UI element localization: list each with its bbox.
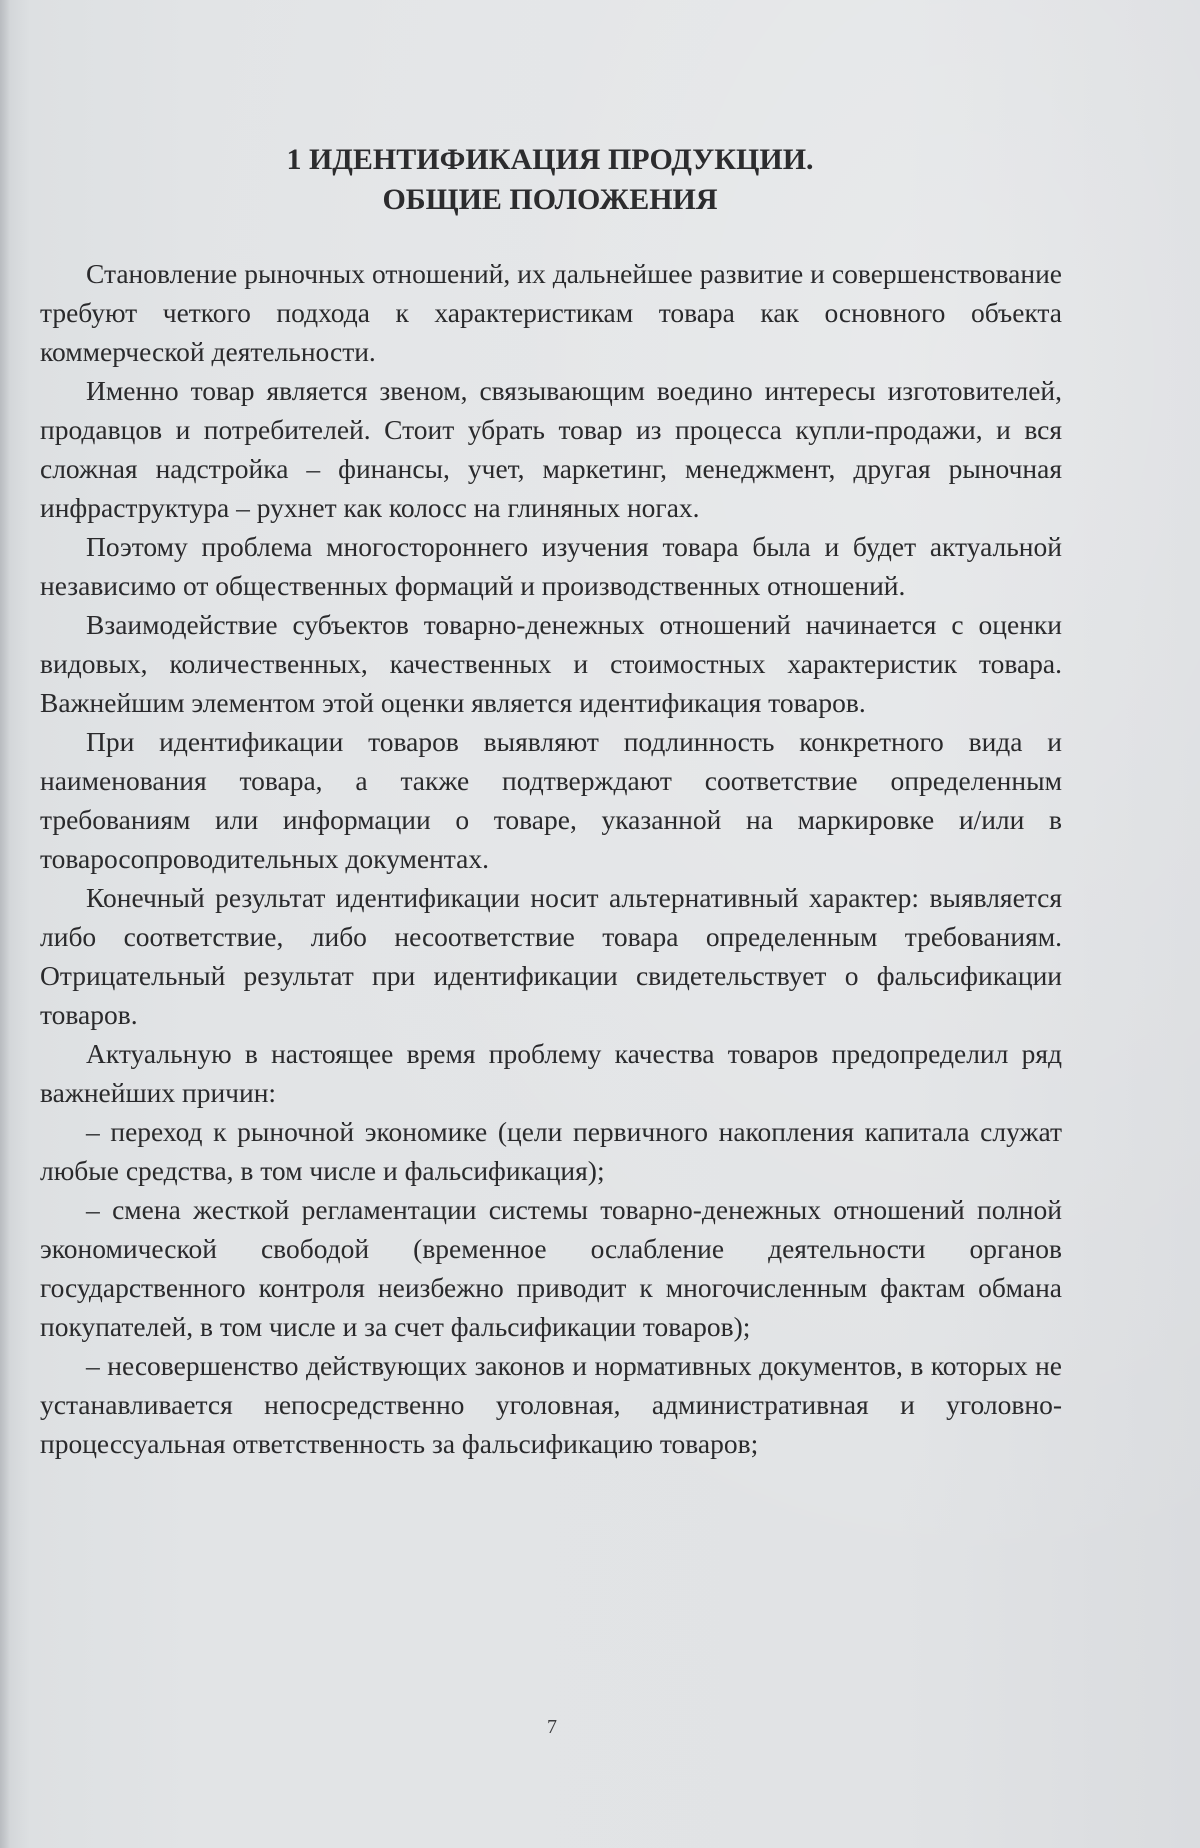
paragraph-6: Конечный результат идентификации носит альтернативный характер: выявляется либо соответствие, либо несоответствие товара определенным требованиям. Отрицательный результат при идентификации свидетельствует о фальсификации товаров. [40,882,1062,1030]
paragraph-1: Становление рыночных отношений, их дальнейшее развитие и совершенствование требуют четкого подхода к характеристикам товара как основного объекта коммерческой деятельности. [40,258,1062,367]
paragraph-5: При идентификации товаров выявляют подлинность конкретного вида и наименования товара, а также подтверждают соответствие определенным требованиям или информации о товаре, указанной на маркировке и/или в товаросопроводительных документах. [40,726,1062,874]
list-item-1: – переход к рыночной экономике (цели первичного накопления капитала служат любые средства, в том числе и фальсификация); [40,1116,1062,1186]
chapter-title-line-2: ОБЩИЕ ПОЛОЖЕНИЯ [382,183,718,216]
page-number: 7 [547,1716,557,1738]
paragraph-3: Поэтому проблема многостороннего изучения товара была и будет актуальной независимо от общественных формаций и производственных отношений. [40,531,1062,601]
chapter-title [0,140,1100,220]
list-item-3: – несовершенство действующих законов и нормативных документов, в которых не устанавливается непосредственно уголовная, административная и уголовно-процессуальная ответственность за фальсификацию товаров; [40,1350,1062,1459]
paragraph-2: Именно товар является звеном, связывающим воедино интересы изготовителей, продавцов и потребителей. Стоит убрать товар из процесса купли-продажи, и вся сложная надстройка – финансы, учет, маркетинг, менеджмент, другая рыночная инфраструктура – рухнет как колосс на глиняных ногах. [40,375,1062,523]
paragraph-7: Актуальную в настоящее время проблему качества товаров предопределил ряд важнейших причин: [40,1038,1062,1108]
page-edge-shadow [0,0,10,1848]
paragraph-4: Взаимодействие субъектов товарно-денежных отношений начинается с оценки видовых, количественных, качественных и стоимостных характеристик товара. Важнейшим элементом этой оценки является идентификация товаров. [40,609,1062,718]
chapter-title-line-1: 1 ИДЕНТИФИКАЦИЯ ПРОДУКЦИИ. [286,143,814,176]
body-text [40,254,1062,1463]
list-item-2: – смена жесткой регламентации системы товарно-денежных отношений полной экономической свободой (временное ослабление деятельности органов государственного контроля неизбежно приводит к многочисленным фактам обмана покупателей, в том числе и за счет фальсификации товаров); [40,1194,1062,1342]
